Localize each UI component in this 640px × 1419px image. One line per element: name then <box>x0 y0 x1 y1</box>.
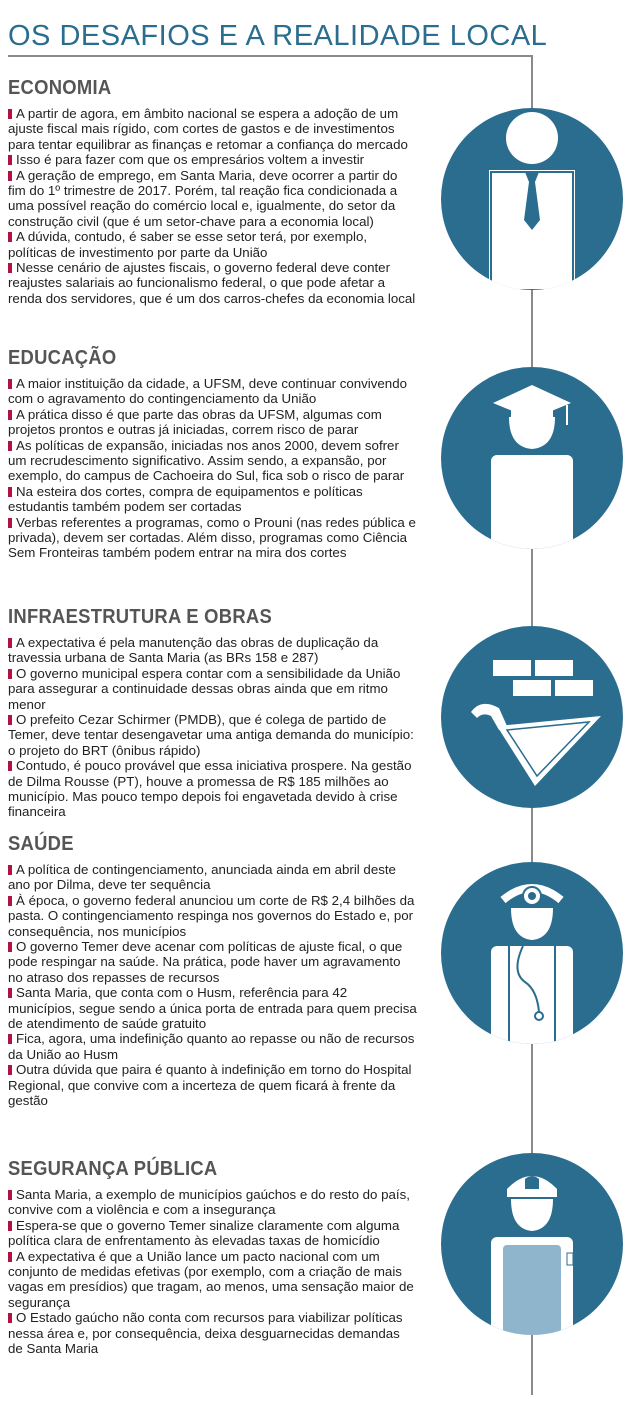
list-item: A geração de emprego, em Santa Maria, deve ocorrer a partir do fim do 1º trimestre de 2017. Porém, tal reação fica condicionada a uma possível reação do comércio local e, igualmente, do setor da construção civil (que é um setor-chave para a economia local) <box>8 167 398 229</box>
list-item: À época, o governo federal anunciou um corte de R$ 2,4 bilhões da pasta. O contingenciamento respinga nos governos do Estado e, por consequência, nos municípios <box>8 892 415 939</box>
bullet-icon <box>8 263 12 273</box>
list-item: A maior instituição da cidade, a UFSM, deve continuar convivendo com o agravamento do contingenciamento da União <box>8 376 407 407</box>
bullet-icon <box>8 896 12 906</box>
list-item: O governo municipal espera contar com a sensibilidade da União para assegurar a continuidade dessas obras ainda que em ritmo menor <box>8 665 401 712</box>
list-item: Isso é para fazer com que os empresários voltem a investir <box>8 152 418 167</box>
bullet-icon <box>8 379 12 389</box>
list-item: A prática disso é que parte das obras da UFSM, algumas com projetos prontos e outras já iniciadas, correm risco de parar <box>8 406 382 438</box>
list-item: Nesse cenário de ajustes fiscais, o governo federal deve conter reajustes salariais ao funcionalismo federal, o que pode afetar a renda dos servidores, que é um dos carros-chefes da economia local <box>8 260 416 306</box>
police-officer-icon <box>441 1153 623 1335</box>
bullet-icon <box>8 638 12 648</box>
bullet-icon <box>8 410 12 420</box>
section-seguranca <box>8 1158 418 1356</box>
bullet-icon <box>8 171 12 181</box>
page-title: OS DESAFIOS E A REALIDADE LOCAL <box>8 20 548 52</box>
list-item: Fica, agora, uma indefinição quanto ao repasse ou não de recursos da União ao Husm <box>8 1031 415 1062</box>
bullet-icon <box>8 669 12 679</box>
section-economia <box>8 77 418 306</box>
businessman-icon <box>441 108 623 290</box>
bullet-icon <box>8 988 12 998</box>
list-item: A dúvida, contudo, é saber se esse setor terá, por exemplo, políticas de investimento por parte da União <box>8 229 368 260</box>
section-educacao <box>8 347 418 561</box>
section-heading: SEGURANÇA PÚBLICA <box>8 1158 218 1180</box>
bullet-icon <box>8 109 12 119</box>
list-item: As políticas de expansão, iniciadas nos anos 2000, devem sofrer um recrudescimento significativo. Assim sendo, a expansão, por exemplo, do campus de Cachoeira do Sul, fica sob o risco de parar <box>8 437 405 484</box>
list-item: O governo Temer deve acenar com políticas de ajuste fical, o que pode respingar na saúde. Na prática, pode haver um agravamento no atraso dos repasses de recursos <box>8 939 403 985</box>
section-infraestrutura <box>8 606 418 820</box>
section-heading: EDUCAÇÃO <box>8 347 117 369</box>
section-saude <box>8 833 418 1109</box>
list-item: A expectativa é pela manutenção das obras de duplicação da travessia urbana de Santa Maria (as BRs 158 e 287) <box>8 635 379 666</box>
list-item: A política de contingenciamento, anunciada ainda em abril deste ano por Dilma, deve ter sequência <box>8 862 396 893</box>
list-item: Santa Maria, que conta com o Husm, referência para 42 municípios, segue sendo a única porta de entrada para quem precisa de atendimento de saúde gratuito <box>8 985 417 1032</box>
bullet-icon <box>8 1221 12 1231</box>
bullet-icon <box>8 942 12 952</box>
bullet-icon <box>8 1190 12 1200</box>
bullet-icon <box>8 487 12 497</box>
section-heading: SAÚDE <box>8 833 74 855</box>
bullet-icon <box>8 715 12 725</box>
list-item: O prefeito Cezar Schirmer (PMDB), que é colega de partido de Temer, deve tentar desengavetar uma antiga demanda do município: o projeto do BRT (ônibus rápido) <box>8 712 414 758</box>
bullet-icon <box>8 441 12 451</box>
list-item: A expectativa é que a União lance um pacto nacional com um conjunto de medidas efetivas (por exemplo, com a criação de mais vagas em presídios) que tragam, ao menos, uma sensação maior de segurança <box>8 1248 414 1310</box>
bullet-icon <box>8 518 12 528</box>
bullet-icon <box>8 232 12 242</box>
doctor-icon <box>441 862 623 1044</box>
bullet-icon <box>8 1313 12 1323</box>
list-item: Outra dúvida que paira é quanto à indefinição em torno do Hospital Regional, que convive com a incerteza de quem ficará à frente da gestão <box>8 1062 412 1109</box>
list-item: O Estado gaúcho não conta com recursos para viabilizar políticas nessa área e, por consequência, deixa desguarnecidas demandas de Santa Maria <box>8 1310 403 1357</box>
section-heading: ECONOMIA <box>8 77 112 99</box>
list-item: Espera-se que o governo Temer sinalize claramente com alguma política clara de enfrentamento às elevadas taxas de homicídio <box>8 1217 400 1249</box>
list-item: Contudo, é pouco provável que essa iniciativa prospere. Na gestão de Dilma Rousse (PT), houve a promessa de R$ 185 milhões ao município. Mas pouco tempo depois foi engavetada devido à crise financeira <box>8 758 412 820</box>
list-item: A partir de agora, em âmbito nacional se espera a adoção de um ajuste fiscal mais rígido, com cortes de gastos e de investimentos para tentar equilibrar as finanças e retomar a confiança do mercado <box>8 106 408 152</box>
section-heading: INFRAESTRUTURA E OBRAS <box>8 606 273 628</box>
bullet-icon <box>8 1065 12 1075</box>
graduate-icon <box>441 367 623 549</box>
bullet-icon <box>8 865 12 875</box>
title-rule <box>8 55 532 57</box>
list-item: Santa Maria, a exemplo de municípios gaúchos e do resto do país, convive com a violência e com a insegurança <box>8 1187 410 1218</box>
bricks-trowel-icon <box>441 626 623 808</box>
list-item: Verbas referentes a programas, como o Prouni (nas redes pública e privada), devem ser cortadas. Além disso, programas como Ciência Sem Fronteiras também podem entrar na mira dos cortes <box>8 514 416 561</box>
bullet-icon <box>8 761 12 771</box>
bullet-icon <box>8 155 12 165</box>
list-item: Na esteira dos cortes, compra de equipamentos e políticas estudantis também podem ser cortadas <box>8 483 363 515</box>
bullet-icon <box>8 1034 12 1044</box>
bullet-icon <box>8 1252 12 1262</box>
